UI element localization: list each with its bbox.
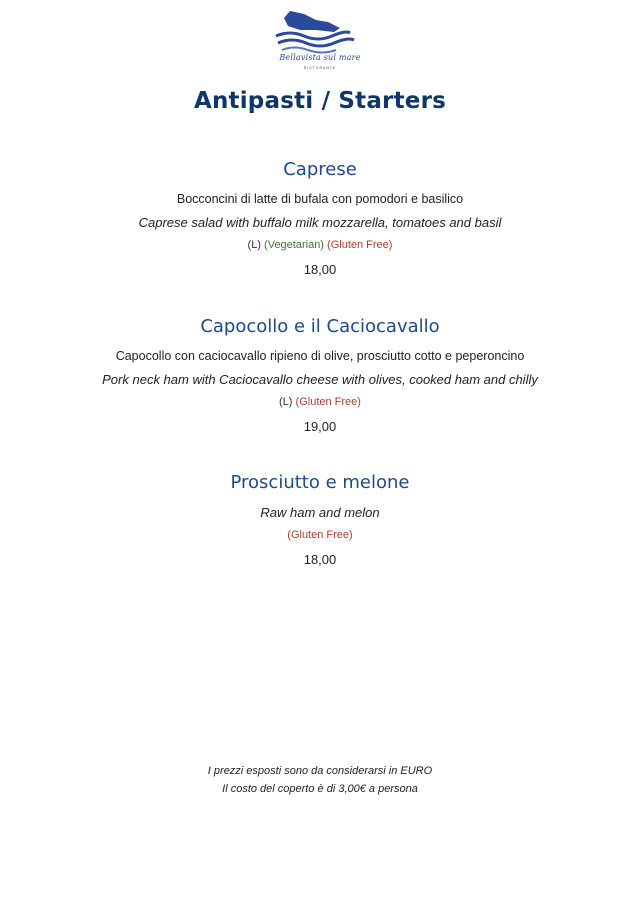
tag-vegetarian: (Vegetarian) <box>264 239 324 251</box>
dish-price: 19,00 <box>303 419 337 434</box>
footer-cover-charge-note: Il costo del coperto è di 3,00€ a persona <box>222 783 418 795</box>
tag-lactose: (L) <box>279 396 293 408</box>
dish-name: Prosciutto e melone <box>230 472 410 493</box>
restaurant-logo <box>270 6 370 74</box>
tag-lactose: (L) <box>247 239 261 251</box>
dish-price: 18,00 <box>303 552 337 567</box>
tag-gluten-free: (Gluten Free) <box>327 239 393 251</box>
footer-currency-note: I prezzi esposti sono da considerarsi in EURO <box>207 765 433 777</box>
logo-script: Bellavista sul mare <box>279 53 361 62</box>
dish-tags <box>0 234 640 257</box>
logo-subtitle: RISTORANTE <box>303 66 337 70</box>
dish-description-en: Caprese salad with buffalo milk mozzarella, tomatoes and basil <box>138 215 502 230</box>
dish-tags <box>0 524 640 547</box>
dish-tags <box>0 391 640 414</box>
tag-gluten-free: (Gluten Free) <box>295 396 361 408</box>
footer-note <box>0 762 640 798</box>
dish-name: Caprese <box>283 159 357 180</box>
menu-item-prosciutto <box>0 471 640 573</box>
page-title: Antipasti / Starters <box>193 88 447 114</box>
dish-description-en: Raw ham and melon <box>260 505 380 520</box>
menu-item-capocollo <box>0 315 640 440</box>
menu-item-caprese <box>0 158 640 283</box>
logo-waves-icon <box>270 6 370 54</box>
dish-price: 18,00 <box>303 262 337 277</box>
dish-description-en: Pork neck ham with Caciocavallo cheese with olives, cooked ham and chilly <box>102 372 538 387</box>
dish-description-it: Bocconcini di latte di bufala con pomodori e basilico <box>176 192 464 206</box>
dish-description-it: Capocollo con caciocavallo ripieno di olive, prosciutto cotto e peperoncino <box>115 349 525 363</box>
dish-name: Capocollo e il Caciocavallo <box>200 316 440 337</box>
tag-gluten-free: (Gluten Free) <box>287 529 353 541</box>
